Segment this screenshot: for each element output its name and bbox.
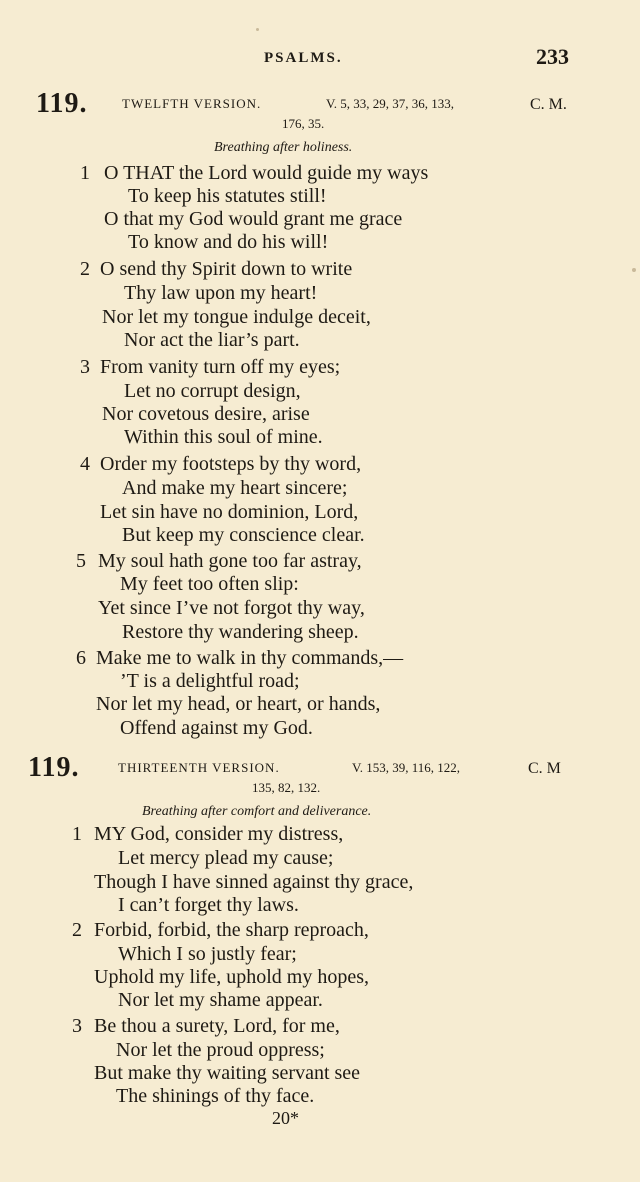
verse-line: Forbid, forbid, the sharp reproach, (94, 919, 369, 941)
page-number: 233 (536, 44, 569, 69)
version-title: THIRTEENTH VERSION. (118, 760, 280, 775)
verse-line: But keep my conscience clear. (122, 524, 365, 546)
verse-line: I can’t forget thy laws. (118, 894, 299, 916)
stanza-number: 3 (80, 356, 90, 378)
verse-line: Restore thy wandering sheep. (122, 621, 359, 643)
verse-line: O that my God would grant me grace (104, 208, 403, 230)
paper-blemish (256, 28, 259, 31)
verse-line: MY God, consider my distress, (94, 823, 344, 845)
signature-mark: 20* (272, 1108, 299, 1128)
verse-line: Within this soul of mine. (124, 426, 323, 448)
verse-line: From vanity turn off my eyes; (100, 356, 341, 378)
verse-line: O THAT the Lord would guide my ways (104, 162, 429, 184)
verse-line: Though I have sinned against thy grace, (94, 871, 414, 893)
verse-line: Nor let my shame appear. (118, 989, 323, 1011)
verse-line: And make my heart sincere; (122, 477, 348, 499)
stanza-number: 2 (72, 919, 82, 941)
stanza-number: 4 (80, 453, 90, 475)
stanza-number: 3 (72, 1015, 82, 1037)
verse-line: Which I so justly fear; (118, 943, 297, 965)
running-head (0, 44, 640, 74)
stanza-number: 1 (72, 823, 82, 845)
verse-line: ’T is a delightful road; (120, 670, 300, 692)
paper-blemish (632, 268, 636, 272)
stanza-number: 2 (80, 258, 90, 280)
verse-line: Nor let the proud oppress; (116, 1039, 325, 1061)
verse-line: My feet too often slip: (120, 573, 299, 595)
verse-line: Let no corrupt design, (124, 380, 301, 402)
verse-line: Nor let my head, or heart, or hands, (96, 693, 381, 715)
verse-line: To keep his statutes still! (128, 185, 327, 207)
verse-line: Nor let my tongue indulge deceit, (102, 306, 371, 328)
verse-line: To know and do his will! (128, 231, 329, 253)
verse-line: Order my footsteps by thy word, (100, 453, 362, 475)
stanza-number: 5 (76, 550, 86, 572)
verse-line: Let sin have no dominion, Lord, (100, 501, 359, 523)
verse-line: Uphold my life, uphold my hopes, (94, 966, 369, 988)
section-subtitle: Breathing after holiness. (214, 140, 353, 155)
verse-line: Offend against my God. (120, 717, 313, 739)
verse-references: V. 5, 33, 29, 37, 36, 133, (326, 96, 454, 111)
psalm-number: 119. (36, 88, 88, 119)
verse-line: O send thy Spirit down to write (100, 258, 353, 280)
verse-references-cont: 176, 35. (282, 116, 325, 131)
verse-line: But make thy waiting servant see (94, 1062, 361, 1084)
meter: C. M. (530, 96, 567, 113)
verse-line: Let mercy plead my cause; (118, 847, 334, 869)
running-title: PSALMS. (264, 50, 343, 66)
meter: C. M (528, 760, 561, 777)
verse-line: Nor act the liar’s part. (124, 329, 300, 351)
verse-line: Be thou a surety, Lord, for me, (94, 1015, 340, 1037)
verse-line: Thy law upon my heart! (124, 282, 318, 304)
stanza-number: 6 (76, 647, 86, 669)
verse-line: My soul hath gone too far astray, (98, 550, 362, 572)
section-subtitle: Breathing after comfort and deliverance. (142, 804, 372, 819)
verse-references: V. 153, 39, 116, 122, (352, 760, 460, 775)
verse-line: Make me to walk in thy commands,— (96, 647, 404, 669)
stanza-number: 1 (80, 162, 90, 184)
verse-line: Yet since I’ve not forgot thy way, (98, 597, 365, 619)
psalm-number: 119. (28, 752, 80, 783)
verse-line: The shinings of thy face. (116, 1085, 315, 1107)
verse-line: Nor covetous desire, arise (102, 403, 310, 425)
verse-references-cont: 135, 82, 132. (252, 780, 321, 795)
version-title: TWELFTH VERSION. (122, 96, 262, 111)
